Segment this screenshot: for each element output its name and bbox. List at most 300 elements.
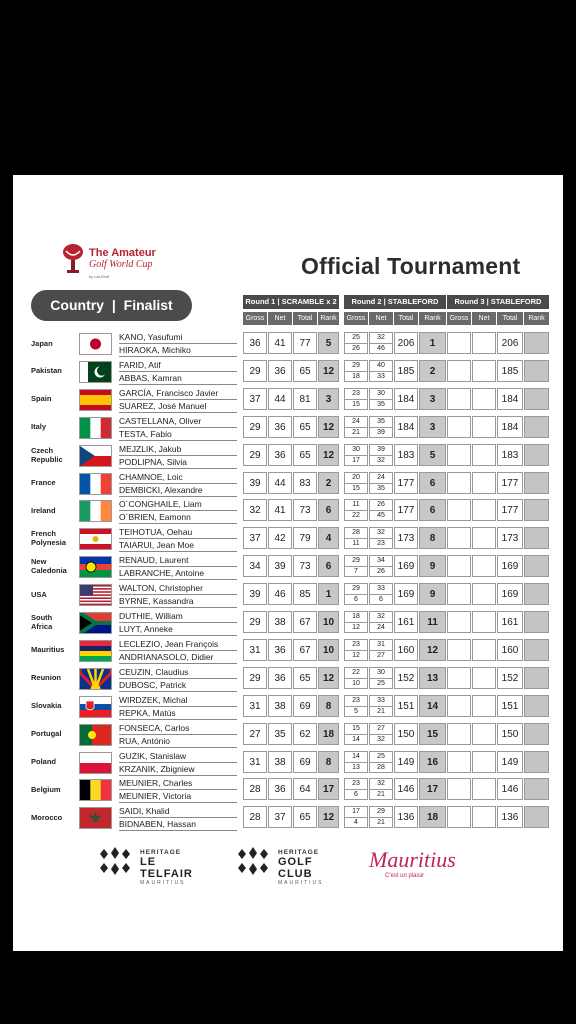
r3-net-header: Net (472, 312, 496, 325)
r1-total: 83 (293, 472, 317, 494)
r2-net-a: 40 (370, 361, 392, 372)
r2-gross (344, 444, 368, 466)
r3-total: 183 (497, 444, 523, 466)
r3-rank (524, 472, 549, 494)
r2-gross (344, 416, 368, 438)
player-names (119, 331, 237, 356)
r2-total: 160 (394, 639, 418, 661)
belgium-flag-icon (79, 779, 112, 801)
r3-total: 184 (497, 416, 523, 438)
r2-net (369, 611, 393, 633)
r1-net: 36 (268, 778, 292, 800)
r2-net (369, 667, 393, 689)
r2-net (369, 360, 393, 382)
player2-name: DUBOSC, Patrick (119, 679, 237, 692)
r2-net-a: 25 (370, 752, 392, 763)
r2-gross-b: 14 (352, 735, 360, 743)
r2-net (369, 332, 393, 354)
country-name: Czech Republic (31, 445, 63, 464)
r3-total: 185 (497, 360, 523, 382)
usa-flag-icon (79, 584, 112, 606)
r3-gross (447, 751, 471, 773)
r1-rank: 1 (318, 583, 339, 605)
mauritius-tagline: C'est un plaisir (385, 873, 425, 879)
player1-name: RENAUD, Laurent (119, 554, 237, 567)
r2-net-a: 32 (370, 333, 392, 344)
player1-name: FARID, Atif (119, 359, 237, 372)
r2-rank: 14 (419, 695, 446, 717)
r2-gross (344, 611, 368, 633)
r2-net-b: 23 (377, 540, 385, 548)
r3-net (472, 723, 496, 745)
r2-rank: 18 (419, 806, 446, 828)
r2-rank: 11 (419, 611, 446, 633)
country-name: USA (31, 589, 47, 599)
r2-gross-b: 6 (354, 596, 358, 604)
r1-gross: 29 (243, 667, 267, 689)
r1-net: 36 (268, 639, 292, 661)
r2-net (369, 444, 393, 466)
player2-name: ANDRIANASOLO, Didier (119, 651, 237, 664)
r1-total: 65 (293, 360, 317, 382)
golf-cup-icon (61, 243, 85, 277)
player-names (119, 610, 237, 635)
player1-name: KANO, Yasufumi (119, 331, 237, 344)
r2-total: 183 (394, 444, 418, 466)
r1-total: 65 (293, 444, 317, 466)
r2-total: 169 (394, 555, 418, 577)
separator: | (111, 297, 116, 313)
country-name: Spain (31, 394, 52, 404)
r1-net: 36 (268, 444, 292, 466)
r1-net: 38 (268, 695, 292, 717)
player1-name: GUZIK, Stanislaw (119, 750, 237, 763)
player1-name: SAIDI, Khalid (119, 805, 237, 818)
r3-gross (447, 499, 471, 521)
r3-rank (524, 778, 549, 800)
r3-net (472, 360, 496, 382)
r2-total: 185 (394, 360, 418, 382)
r3-rank (524, 806, 549, 828)
r2-gross (344, 695, 368, 717)
r2-gross-b: 7 (354, 568, 358, 576)
r2-rank: 3 (419, 388, 446, 410)
r2-gross (344, 723, 368, 745)
r1-gross-header: Gross (243, 312, 267, 325)
r3-net (472, 472, 496, 494)
r2-gross (344, 388, 368, 410)
table-row (31, 581, 551, 609)
table-row (31, 497, 551, 525)
r2-gross (344, 472, 368, 494)
player2-name: KRZANIK, Zbigniew (119, 763, 237, 776)
r1-net: 38 (268, 611, 292, 633)
france-flag-icon (79, 473, 112, 495)
r2-net-b: 46 (377, 345, 385, 352)
pakistan-flag-icon (79, 361, 112, 383)
r2-net-a: 27 (370, 724, 392, 735)
player2-name: TAIARUI, Jean Moe (119, 539, 237, 552)
r2-rank: 15 (419, 723, 446, 745)
r2-net-b: 21 (377, 707, 385, 715)
country-name: Pakistan (31, 366, 62, 376)
player-names (119, 750, 237, 775)
r3-rank (524, 499, 549, 521)
r2-net-b: 26 (377, 568, 385, 576)
r3-total: 169 (497, 583, 523, 605)
r2-gross-a: 30 (345, 445, 367, 456)
r2-net (369, 388, 393, 410)
r2-gross-b: 12 (352, 651, 360, 659)
r1-net: 46 (268, 583, 292, 605)
r1-rank: 12 (318, 444, 339, 466)
r3-net (472, 611, 496, 633)
r3-total: 206 (497, 332, 523, 354)
country-name: Ireland (31, 505, 56, 515)
player2-name: HIRAOKA, Michiko (119, 344, 237, 357)
r2-gross (344, 751, 368, 773)
country-name: New Caledonia (31, 557, 67, 576)
r1-total: 65 (293, 416, 317, 438)
section-pill (31, 290, 192, 321)
r2-gross-b: 6 (354, 791, 358, 799)
player1-name: O´CONGHAILE, Liam (119, 498, 237, 511)
morocco-flag-icon (79, 807, 112, 829)
r1-total: 81 (293, 388, 317, 410)
r3-total: 177 (497, 499, 523, 521)
r2-net (369, 527, 393, 549)
player2-name: O´BRIEN, Eamonn (119, 511, 237, 524)
r1-total: 69 (293, 751, 317, 773)
r2-net (369, 695, 393, 717)
player2-name: BIDNABEN, Hassan (119, 818, 237, 831)
r2-net-a: 31 (370, 640, 392, 651)
country-name: Italy (31, 422, 47, 432)
r2-gross-b: 15 (352, 484, 360, 492)
r2-net-a: 30 (370, 668, 392, 679)
table-row (31, 386, 551, 414)
r1-gross: 31 (243, 695, 267, 717)
r3-gross (447, 555, 471, 577)
r1-gross: 29 (243, 444, 267, 466)
r2-gross (344, 639, 368, 661)
r1-rank: 12 (318, 416, 339, 438)
r3-gross (447, 639, 471, 661)
r2-gross-a: 25 (345, 333, 367, 344)
r2-gross-a: 11 (345, 500, 367, 511)
r3-rank (524, 360, 549, 382)
r3-rank (524, 583, 549, 605)
r1-gross: 29 (243, 360, 267, 382)
r1-total: 65 (293, 667, 317, 689)
r1-total: 77 (293, 332, 317, 354)
r2-net (369, 723, 393, 745)
r2-net-a: 32 (370, 612, 392, 623)
r3-rank (524, 751, 549, 773)
r1-net: 39 (268, 555, 292, 577)
player-names (119, 415, 237, 440)
r2-net-b: 21 (377, 791, 385, 799)
heritage-logo-icon (98, 845, 132, 879)
r1-total: 67 (293, 639, 317, 661)
table-row (31, 749, 551, 777)
country-name: Morocco (31, 812, 63, 822)
r2-net-a: 33 (370, 696, 392, 707)
r3-rank (524, 695, 549, 717)
player1-name: WALTON, Christopher (119, 582, 237, 595)
r1-net: 36 (268, 667, 292, 689)
round3-header: Round 3 | STABLEFORD (447, 295, 549, 309)
r3-gross (447, 611, 471, 633)
r1-net: 36 (268, 360, 292, 382)
table-row (31, 414, 551, 442)
r1-net: 44 (268, 472, 292, 494)
r3-net (472, 444, 496, 466)
table-row (31, 358, 551, 386)
r1-gross: 32 (243, 499, 267, 521)
r2-net-a: 33 (370, 584, 392, 595)
r2-rank: 8 (419, 527, 446, 549)
r2-total: 149 (394, 751, 418, 773)
r2-net-b: 45 (377, 512, 385, 520)
player2-name: SUAREZ, José Manuel (119, 400, 237, 413)
country-name: Reunion (31, 673, 61, 683)
r2-total: 152 (394, 667, 418, 689)
r2-net-a: 39 (370, 445, 392, 456)
r3-gross (447, 332, 471, 354)
round2-header: Round 2 | STABLEFORD (344, 295, 446, 309)
r3-gross (447, 695, 471, 717)
r2-net-b: 25 (377, 679, 385, 687)
r1-rank: 12 (318, 667, 339, 689)
r1-total: 73 (293, 499, 317, 521)
player2-name: REPKA, Matús (119, 707, 237, 720)
r2-gross-b: 12 (352, 624, 360, 631)
r3-gross (447, 416, 471, 438)
r1-total: 64 (293, 778, 317, 800)
table-row (31, 525, 551, 553)
japan-flag-icon (79, 333, 112, 355)
r2-net-a: 32 (370, 779, 392, 790)
r3-gross (447, 388, 471, 410)
table-row (31, 721, 551, 749)
r1-gross: 29 (243, 611, 267, 633)
player-names (119, 526, 237, 551)
southafrica-flag-icon (79, 612, 112, 634)
r1-rank: 2 (318, 472, 339, 494)
r2-gross-a: 29 (345, 361, 367, 372)
player1-name: FONSECA, Carlos (119, 722, 237, 735)
r3-rank (524, 667, 549, 689)
r1-gross: 28 (243, 778, 267, 800)
mauritius-logo-text: Mauritius (369, 847, 456, 872)
r3-rank (524, 388, 549, 410)
r1-total: 67 (293, 611, 317, 633)
table-row (31, 693, 551, 721)
r2-rank: 9 (419, 583, 446, 605)
r3-gross (447, 806, 471, 828)
r3-net (472, 416, 496, 438)
r3-rank (524, 611, 549, 633)
r2-gross-a: 23 (345, 779, 367, 790)
r2-gross-a: 22 (345, 668, 367, 679)
r2-gross-a: 23 (345, 640, 367, 651)
r2-net (369, 555, 393, 577)
player1-name: MEUNIER, Charles (119, 777, 237, 790)
logo-line1: The Amateur (89, 247, 156, 259)
r3-net (472, 583, 496, 605)
r1-gross: 34 (243, 555, 267, 577)
r3-rank (524, 444, 549, 466)
r2-rank: 5 (419, 444, 446, 466)
r2-net-b: 33 (377, 372, 385, 380)
sponsor-bar (13, 843, 563, 888)
player2-name: TESTA, Fabio (119, 428, 237, 441)
r1-gross: 39 (243, 472, 267, 494)
r3-total: 160 (497, 639, 523, 661)
r2-gross (344, 806, 368, 828)
caledonia-flag-icon (79, 556, 112, 578)
r3-gross (447, 667, 471, 689)
r3-net (472, 639, 496, 661)
round1-header: Round 1 | SCRAMBLE x 2 (243, 295, 339, 309)
r3-total: 151 (497, 695, 523, 717)
r1-rank: 8 (318, 695, 339, 717)
r2-gross-a: 14 (345, 752, 367, 763)
r2-total-header: Total (394, 312, 418, 325)
player-names (119, 443, 237, 468)
r1-gross: 27 (243, 723, 267, 745)
r1-gross: 31 (243, 639, 267, 661)
r3-net (472, 778, 496, 800)
r1-net: 41 (268, 332, 292, 354)
r2-total: 184 (394, 388, 418, 410)
r3-gross (447, 583, 471, 605)
player1-name: DUTHIE, William (119, 610, 237, 623)
table-row (31, 665, 551, 693)
r2-gross (344, 332, 368, 354)
sponsor-mauritius (363, 843, 473, 883)
r2-gross (344, 499, 368, 521)
r2-net-b: 6 (379, 596, 383, 604)
r2-net-header: Net (369, 312, 393, 325)
r3-net (472, 667, 496, 689)
r2-gross-a: 20 (345, 473, 367, 484)
r1-net-header: Net (268, 312, 292, 325)
r3-net (472, 332, 496, 354)
r3-net (472, 695, 496, 717)
r1-rank-header: Rank (318, 312, 339, 325)
player1-name: TEIHOTUA, Oehau (119, 526, 237, 539)
r2-gross-a: 23 (345, 389, 367, 400)
finalist-heading: Finalist (123, 297, 173, 313)
r3-net (472, 388, 496, 410)
mauritius-flag-icon (79, 640, 112, 662)
player1-name: GARCÍA, Francisco Javier (119, 387, 237, 400)
r2-net-b: 32 (377, 735, 385, 743)
r1-rank: 6 (318, 555, 339, 577)
r2-net-b: 21 (377, 819, 385, 827)
sponsor1-heritage: HERITAGE (140, 849, 182, 856)
r2-net (369, 639, 393, 661)
tournament-logo (61, 243, 171, 293)
r1-total: 73 (293, 555, 317, 577)
r3-net (472, 806, 496, 828)
r2-net-a: 29 (370, 807, 392, 818)
r2-net-a: 26 (370, 500, 392, 511)
r3-net (472, 527, 496, 549)
r1-rank: 18 (318, 723, 339, 745)
player-names (119, 694, 237, 719)
r2-gross-b: 5 (354, 707, 358, 715)
r2-net-b: 27 (377, 651, 385, 659)
r1-gross: 37 (243, 527, 267, 549)
table-row (31, 609, 551, 637)
r2-net (369, 583, 393, 605)
country-heading: Country (50, 297, 104, 313)
player-names (119, 498, 237, 523)
r2-net (369, 499, 393, 521)
table-row (31, 330, 551, 358)
r2-rank: 3 (419, 416, 446, 438)
r1-gross: 28 (243, 806, 267, 828)
czech-flag-icon (79, 445, 112, 467)
r2-total: 161 (394, 611, 418, 633)
r2-net (369, 416, 393, 438)
heritage-logo-icon (236, 845, 270, 879)
r2-net-b: 32 (377, 456, 385, 464)
r1-net: 36 (268, 416, 292, 438)
r2-total: 206 (394, 332, 418, 354)
r2-gross (344, 360, 368, 382)
logo-line2: Golf World Cup (89, 259, 153, 270)
r3-gross (447, 472, 471, 494)
ireland-flag-icon (79, 500, 112, 522)
r2-rank: 16 (419, 751, 446, 773)
r2-net (369, 751, 393, 773)
r2-gross-b: 10 (352, 679, 360, 687)
player2-name: LABRANCHE, Antoine (119, 567, 237, 580)
r3-net (472, 499, 496, 521)
r3-total: 169 (497, 555, 523, 577)
reunion-flag-icon (79, 668, 112, 690)
r2-gross-a: 24 (345, 417, 367, 428)
player1-name: CEUZIN, Claudius (119, 666, 237, 679)
spain-flag-icon (79, 389, 112, 411)
r2-rank: 9 (419, 555, 446, 577)
italy-flag-icon (79, 417, 112, 439)
r2-rank: 12 (419, 639, 446, 661)
r3-net (472, 555, 496, 577)
sponsor2-name: GOLF CLUB (278, 856, 313, 880)
country-name: Belgium (31, 784, 61, 794)
player-names (119, 722, 237, 747)
r3-gross (447, 527, 471, 549)
r2-gross-b: 22 (352, 512, 360, 520)
r2-gross-b: 26 (352, 345, 360, 352)
r2-total: 146 (394, 778, 418, 800)
table-row (31, 637, 551, 665)
r2-rank-header: Rank (419, 312, 446, 325)
sponsor1-name: LE TELFAIR (140, 856, 193, 880)
r3-total: 149 (497, 751, 523, 773)
r2-net-b: 35 (377, 400, 385, 408)
r2-gross-header: Gross (344, 312, 368, 325)
r2-total: 151 (394, 695, 418, 717)
table-row (31, 442, 551, 470)
r3-total: 161 (497, 611, 523, 633)
player2-name: LUYT, Anneke (119, 623, 237, 636)
